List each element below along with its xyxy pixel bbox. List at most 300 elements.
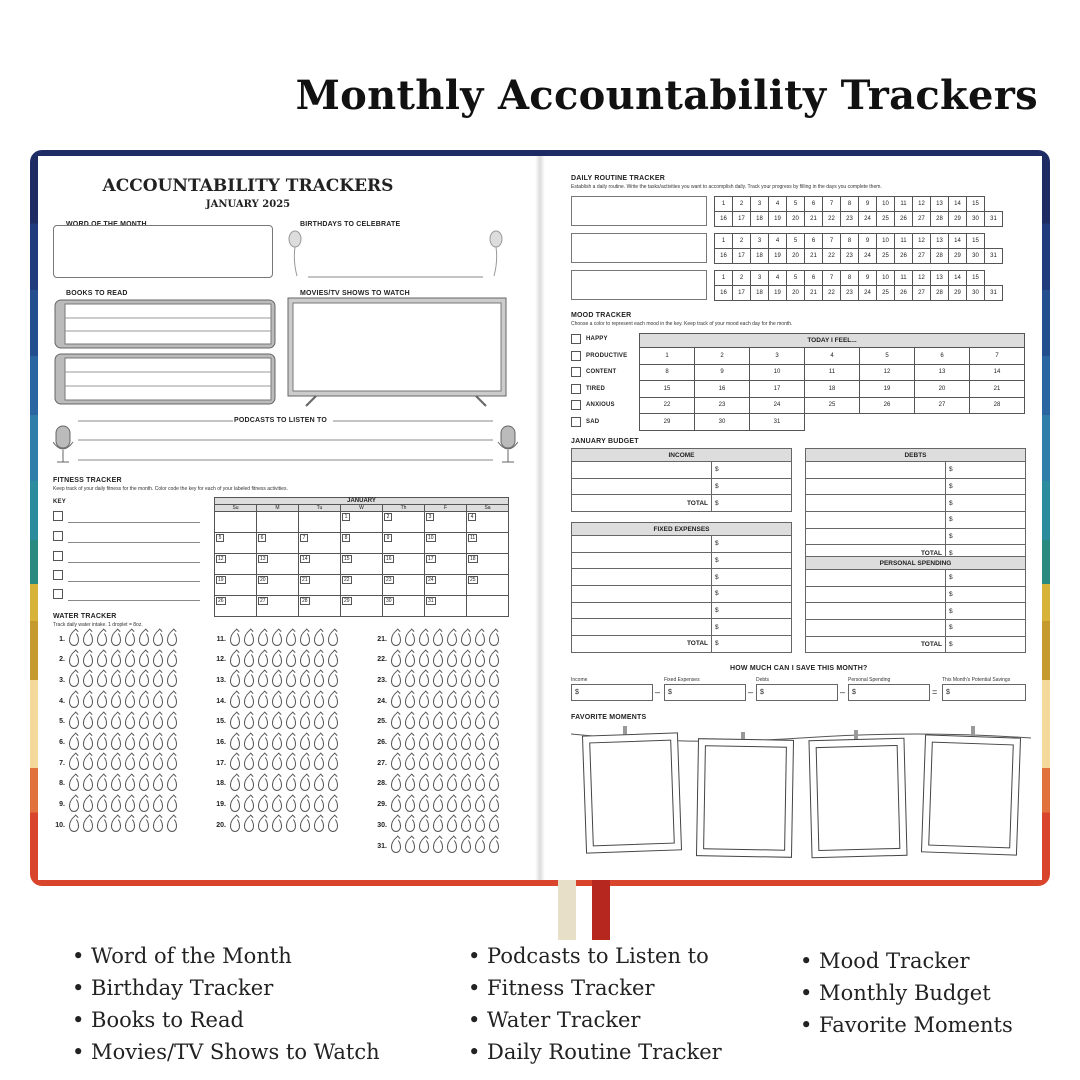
droplet-icon[interactable]: [139, 818, 149, 832]
key-line[interactable]: [68, 542, 200, 543]
routine-day-cell[interactable]: 27: [913, 212, 931, 227]
droplet-icon[interactable]: [433, 756, 443, 770]
routine-day-cell[interactable]: 14: [949, 197, 967, 212]
budget-item-cell[interactable]: [572, 552, 712, 569]
droplet-icon[interactable]: [69, 715, 79, 729]
routine-day-cell[interactable]: 30: [967, 249, 985, 264]
droplet-icon[interactable]: [475, 756, 485, 770]
droplet-icon[interactable]: [300, 715, 310, 729]
droplet-icon[interactable]: [433, 715, 443, 729]
droplet-icon[interactable]: [433, 632, 443, 646]
key-line[interactable]: [68, 522, 200, 523]
droplet-icon[interactable]: [405, 694, 415, 708]
budget-amount-cell[interactable]: $: [946, 462, 1026, 479]
droplet-icon[interactable]: [489, 839, 499, 853]
budget-amount-cell[interactable]: $: [946, 603, 1026, 620]
droplet-icon[interactable]: [447, 777, 457, 791]
routine-day-cell[interactable]: 10: [877, 234, 895, 249]
calendar-cell[interactable]: [215, 554, 257, 575]
routine-task-box[interactable]: [571, 233, 707, 263]
droplet-icon[interactable]: [286, 777, 296, 791]
droplet-icon[interactable]: [153, 673, 163, 687]
droplet-icon[interactable]: [230, 694, 240, 708]
droplet-icon[interactable]: [272, 736, 282, 750]
droplet-icon[interactable]: [300, 673, 310, 687]
droplet-icon[interactable]: [433, 653, 443, 667]
photo-frame[interactable]: [921, 734, 1021, 855]
routine-day-cell[interactable]: 30: [967, 212, 985, 227]
calendar-cell[interactable]: [299, 575, 341, 596]
mood-day-cell[interactable]: 27: [915, 397, 970, 414]
droplet-icon[interactable]: [391, 777, 401, 791]
routine-day-cell[interactable]: 26: [895, 286, 913, 301]
droplet-icon[interactable]: [461, 818, 471, 832]
routine-day-cell[interactable]: 11: [895, 271, 913, 286]
routine-day-cell[interactable]: 21: [805, 212, 823, 227]
droplet-icon[interactable]: [230, 798, 240, 812]
droplet-icon[interactable]: [258, 694, 268, 708]
routine-day-cell[interactable]: 2: [733, 197, 751, 212]
droplet-icon[interactable]: [258, 632, 268, 646]
droplet-icon[interactable]: [300, 736, 310, 750]
routine-day-cell[interactable]: 2: [733, 234, 751, 249]
routine-day-cell[interactable]: 10: [877, 197, 895, 212]
droplet-icon[interactable]: [300, 818, 310, 832]
budget-item-cell[interactable]: [572, 602, 712, 619]
droplet-icon[interactable]: [461, 756, 471, 770]
droplet-icon[interactable]: [69, 736, 79, 750]
routine-day-cell[interactable]: 3: [751, 271, 769, 286]
droplet-icon[interactable]: [258, 736, 268, 750]
droplet-icon[interactable]: [475, 715, 485, 729]
droplet-icon[interactable]: [153, 736, 163, 750]
droplet-icon[interactable]: [97, 736, 107, 750]
routine-day-cell[interactable]: 20: [787, 212, 805, 227]
budget-item-cell[interactable]: [806, 586, 946, 603]
routine-day-cell[interactable]: 25: [877, 249, 895, 264]
droplet-icon[interactable]: [419, 736, 429, 750]
droplet-icon[interactable]: [111, 736, 121, 750]
droplet-icon[interactable]: [405, 632, 415, 646]
budget-amount-cell[interactable]: $: [712, 536, 792, 553]
budget-item-cell[interactable]: [806, 478, 946, 495]
droplet-icon[interactable]: [125, 736, 135, 750]
calendar-cell[interactable]: [257, 596, 299, 617]
droplet-icon[interactable]: [489, 798, 499, 812]
droplet-icon[interactable]: [111, 715, 121, 729]
budget-amount-cell[interactable]: $: [946, 570, 1026, 587]
droplet-icon[interactable]: [125, 818, 135, 832]
mood-day-cell[interactable]: 7: [970, 348, 1025, 365]
routine-day-cell[interactable]: 1: [715, 234, 733, 249]
budget-item-cell[interactable]: TOTAL: [572, 495, 712, 512]
mood-day-cell[interactable]: 15: [640, 381, 695, 398]
routine-day-cell[interactable]: 28: [931, 249, 949, 264]
droplet-icon[interactable]: [419, 632, 429, 646]
routine-day-cell[interactable]: 9: [859, 197, 877, 212]
routine-day-cell[interactable]: 24: [859, 249, 877, 264]
droplet-icon[interactable]: [230, 673, 240, 687]
mood-day-cell[interactable]: 13: [915, 364, 970, 381]
routine-day-cell[interactable]: 31: [985, 212, 1003, 227]
routine-day-cell[interactable]: 19: [769, 249, 787, 264]
budget-item-cell[interactable]: [806, 462, 946, 479]
mood-key-checkbox[interactable]: [571, 384, 581, 394]
mood-day-cell[interactable]: 23: [695, 397, 750, 414]
droplet-icon[interactable]: [69, 673, 79, 687]
calendar-cell[interactable]: [341, 596, 383, 617]
budget-item-cell[interactable]: [572, 536, 712, 553]
droplet-icon[interactable]: [125, 673, 135, 687]
mood-day-cell[interactable]: 21: [970, 381, 1025, 398]
droplet-icon[interactable]: [433, 736, 443, 750]
droplet-icon[interactable]: [230, 777, 240, 791]
budget-item-cell[interactable]: [806, 620, 946, 637]
budget-amount-cell[interactable]: $: [946, 586, 1026, 603]
mood-day-cell[interactable]: 17: [750, 381, 805, 398]
budget-item-cell[interactable]: TOTAL: [806, 636, 946, 653]
budget-amount-cell[interactable]: $: [712, 478, 792, 495]
photo-frame[interactable]: [808, 738, 907, 858]
mood-day-cell[interactable]: 22: [640, 397, 695, 414]
mood-day-cell[interactable]: 16: [695, 381, 750, 398]
droplet-icon[interactable]: [286, 673, 296, 687]
savings-input[interactable]: $: [664, 684, 746, 701]
droplet-icon[interactable]: [244, 736, 254, 750]
budget-item-cell[interactable]: [572, 462, 712, 479]
droplet-icon[interactable]: [244, 818, 254, 832]
droplet-icon[interactable]: [314, 673, 324, 687]
droplet-icon[interactable]: [328, 818, 338, 832]
routine-day-cell[interactable]: 19: [769, 286, 787, 301]
droplet-icon[interactable]: [475, 673, 485, 687]
droplet-icon[interactable]: [328, 632, 338, 646]
routine-day-cell[interactable]: 29: [949, 249, 967, 264]
droplet-icon[interactable]: [300, 777, 310, 791]
droplet-icon[interactable]: [489, 736, 499, 750]
calendar-cell[interactable]: [425, 554, 467, 575]
routine-day-cell[interactable]: 9: [859, 234, 877, 249]
calendar-cell[interactable]: [467, 596, 509, 617]
droplet-icon[interactable]: [167, 715, 177, 729]
calendar-cell[interactable]: [257, 575, 299, 596]
calendar-cell[interactable]: [299, 533, 341, 554]
routine-day-cell[interactable]: 20: [787, 249, 805, 264]
droplet-icon[interactable]: [286, 798, 296, 812]
droplet-icon[interactable]: [139, 777, 149, 791]
budget-amount-cell[interactable]: $: [712, 619, 792, 636]
mood-day-cell[interactable]: 30: [695, 414, 750, 431]
droplet-icon[interactable]: [111, 756, 121, 770]
droplet-icon[interactable]: [97, 756, 107, 770]
droplet-icon[interactable]: [300, 798, 310, 812]
routine-day-cell[interactable]: 31: [985, 249, 1003, 264]
droplet-icon[interactable]: [391, 736, 401, 750]
droplet-icon[interactable]: [286, 756, 296, 770]
droplet-icon[interactable]: [83, 632, 93, 646]
droplet-icon[interactable]: [258, 818, 268, 832]
droplet-icon[interactable]: [244, 653, 254, 667]
droplet-icon[interactable]: [447, 715, 457, 729]
routine-day-cell[interactable]: 27: [913, 249, 931, 264]
droplet-icon[interactable]: [314, 632, 324, 646]
droplet-icon[interactable]: [328, 756, 338, 770]
mood-day-cell[interactable]: 25: [805, 397, 860, 414]
droplet-icon[interactable]: [300, 632, 310, 646]
routine-day-cell[interactable]: 10: [877, 271, 895, 286]
droplet-icon[interactable]: [419, 673, 429, 687]
savings-input[interactable]: $: [571, 684, 653, 701]
routine-day-cell[interactable]: 2: [733, 271, 751, 286]
droplet-icon[interactable]: [286, 694, 296, 708]
droplet-icon[interactable]: [111, 777, 121, 791]
droplet-icon[interactable]: [69, 632, 79, 646]
calendar-cell[interactable]: [215, 596, 257, 617]
key-checkbox[interactable]: [53, 511, 63, 521]
budget-amount-cell[interactable]: $: [946, 528, 1026, 545]
routine-day-cell[interactable]: 23: [841, 212, 859, 227]
routine-day-cell[interactable]: 18: [751, 249, 769, 264]
droplet-icon[interactable]: [475, 632, 485, 646]
routine-day-cell[interactable]: 21: [805, 249, 823, 264]
routine-day-cell[interactable]: 14: [949, 271, 967, 286]
mood-day-cell[interactable]: 24: [750, 397, 805, 414]
calendar-cell[interactable]: [383, 596, 425, 617]
droplet-icon[interactable]: [314, 756, 324, 770]
droplet-icon[interactable]: [405, 839, 415, 853]
calendar-cell[interactable]: [467, 533, 509, 554]
droplet-icon[interactable]: [125, 632, 135, 646]
routine-day-cell[interactable]: 16: [715, 286, 733, 301]
budget-amount-cell[interactable]: $: [946, 478, 1026, 495]
droplet-icon[interactable]: [433, 798, 443, 812]
droplet-icon[interactable]: [461, 777, 471, 791]
routine-day-cell[interactable]: 16: [715, 212, 733, 227]
droplet-icon[interactable]: [258, 756, 268, 770]
savings-input[interactable]: $: [942, 684, 1026, 701]
droplet-icon[interactable]: [139, 736, 149, 750]
routine-day-cell[interactable]: 15: [967, 234, 985, 249]
droplet-icon[interactable]: [244, 715, 254, 729]
droplet-icon[interactable]: [419, 777, 429, 791]
droplet-icon[interactable]: [153, 715, 163, 729]
droplet-icon[interactable]: [286, 632, 296, 646]
droplet-icon[interactable]: [391, 653, 401, 667]
droplet-icon[interactable]: [97, 715, 107, 729]
droplet-icon[interactable]: [419, 653, 429, 667]
droplet-icon[interactable]: [167, 632, 177, 646]
droplet-icon[interactable]: [447, 818, 457, 832]
routine-day-cell[interactable]: 8: [841, 234, 859, 249]
mood-day-cell[interactable]: 8: [640, 364, 695, 381]
droplet-icon[interactable]: [447, 756, 457, 770]
budget-amount-cell[interactable]: $: [712, 552, 792, 569]
droplet-icon[interactable]: [83, 653, 93, 667]
routine-day-cell[interactable]: 4: [769, 234, 787, 249]
droplet-icon[interactable]: [391, 694, 401, 708]
calendar-cell[interactable]: [341, 554, 383, 575]
droplet-icon[interactable]: [475, 736, 485, 750]
droplet-icon[interactable]: [419, 715, 429, 729]
droplet-icon[interactable]: [461, 694, 471, 708]
routine-day-cell[interactable]: 6: [805, 197, 823, 212]
droplet-icon[interactable]: [272, 715, 282, 729]
routine-day-cell[interactable]: 3: [751, 234, 769, 249]
droplet-icon[interactable]: [153, 777, 163, 791]
droplet-icon[interactable]: [489, 673, 499, 687]
mood-day-cell[interactable]: 4: [805, 348, 860, 365]
droplet-icon[interactable]: [139, 715, 149, 729]
droplet-icon[interactable]: [489, 777, 499, 791]
budget-amount-cell[interactable]: $: [712, 636, 792, 653]
droplet-icon[interactable]: [447, 694, 457, 708]
droplet-icon[interactable]: [391, 632, 401, 646]
routine-day-cell[interactable]: 17: [733, 212, 751, 227]
droplet-icon[interactable]: [83, 798, 93, 812]
routine-day-cell[interactable]: 15: [967, 271, 985, 286]
routine-day-cell[interactable]: 12: [913, 234, 931, 249]
droplet-icon[interactable]: [69, 653, 79, 667]
droplet-icon[interactable]: [139, 653, 149, 667]
calendar-cell[interactable]: [467, 554, 509, 575]
droplet-icon[interactable]: [97, 818, 107, 832]
droplet-icon[interactable]: [83, 756, 93, 770]
droplet-icon[interactable]: [489, 818, 499, 832]
routine-day-cell[interactable]: 18: [751, 212, 769, 227]
routine-day-cell[interactable]: 13: [931, 197, 949, 212]
droplet-icon[interactable]: [314, 694, 324, 708]
droplet-icon[interactable]: [405, 756, 415, 770]
routine-day-cell[interactable]: 21: [805, 286, 823, 301]
droplet-icon[interactable]: [489, 653, 499, 667]
droplet-icon[interactable]: [83, 777, 93, 791]
routine-day-cell[interactable]: 4: [769, 271, 787, 286]
calendar-cell[interactable]: [257, 554, 299, 575]
routine-day-cell[interactable]: 13: [931, 234, 949, 249]
routine-day-cell[interactable]: 8: [841, 197, 859, 212]
droplet-icon[interactable]: [167, 653, 177, 667]
routine-day-cell[interactable]: 12: [913, 271, 931, 286]
droplet-icon[interactable]: [475, 839, 485, 853]
droplet-icon[interactable]: [405, 798, 415, 812]
droplet-icon[interactable]: [83, 673, 93, 687]
routine-day-cell[interactable]: 5: [787, 234, 805, 249]
mood-day-cell[interactable]: 1: [640, 348, 695, 365]
droplet-icon[interactable]: [272, 756, 282, 770]
droplet-icon[interactable]: [286, 653, 296, 667]
mood-key-checkbox[interactable]: [571, 351, 581, 361]
droplet-icon[interactable]: [461, 673, 471, 687]
budget-amount-cell[interactable]: $: [946, 495, 1026, 512]
droplet-icon[interactable]: [258, 653, 268, 667]
droplet-icon[interactable]: [314, 777, 324, 791]
droplet-icon[interactable]: [405, 736, 415, 750]
droplet-icon[interactable]: [314, 798, 324, 812]
droplet-icon[interactable]: [153, 798, 163, 812]
mood-day-cell[interactable]: 19: [860, 381, 915, 398]
droplet-icon[interactable]: [489, 632, 499, 646]
droplet-icon[interactable]: [153, 756, 163, 770]
budget-amount-cell[interactable]: $: [712, 569, 792, 586]
mood-day-cell[interactable]: 10: [750, 364, 805, 381]
budget-amount-cell[interactable]: $: [946, 620, 1026, 637]
savings-input[interactable]: $: [756, 684, 838, 701]
droplet-icon[interactable]: [461, 798, 471, 812]
droplet-icon[interactable]: [272, 818, 282, 832]
droplet-icon[interactable]: [391, 715, 401, 729]
mood-day-cell[interactable]: 29: [640, 414, 695, 431]
calendar-cell[interactable]: [257, 512, 299, 533]
droplet-icon[interactable]: [489, 694, 499, 708]
droplet-icon[interactable]: [69, 777, 79, 791]
routine-task-box[interactable]: [571, 270, 707, 300]
mood-day-cell[interactable]: 14: [970, 364, 1025, 381]
routine-day-cell[interactable]: 16: [715, 249, 733, 264]
mood-day-cell[interactable]: 20: [915, 381, 970, 398]
droplet-icon[interactable]: [391, 818, 401, 832]
droplet-icon[interactable]: [286, 715, 296, 729]
droplet-icon[interactable]: [447, 839, 457, 853]
routine-day-cell[interactable]: 3: [751, 197, 769, 212]
routine-day-cell[interactable]: 23: [841, 249, 859, 264]
droplet-icon[interactable]: [391, 756, 401, 770]
calendar-cell[interactable]: [341, 575, 383, 596]
droplet-icon[interactable]: [405, 653, 415, 667]
droplet-icon[interactable]: [328, 715, 338, 729]
droplet-icon[interactable]: [328, 653, 338, 667]
droplet-icon[interactable]: [258, 777, 268, 791]
droplet-icon[interactable]: [489, 756, 499, 770]
droplet-icon[interactable]: [447, 736, 457, 750]
droplet-icon[interactable]: [97, 673, 107, 687]
droplet-icon[interactable]: [328, 798, 338, 812]
droplet-icon[interactable]: [461, 715, 471, 729]
mood-day-cell[interactable]: 28: [970, 397, 1025, 414]
droplet-icon[interactable]: [83, 818, 93, 832]
droplet-icon[interactable]: [272, 694, 282, 708]
mood-day-cell[interactable]: 11: [805, 364, 860, 381]
routine-day-cell[interactable]: 25: [877, 286, 895, 301]
routine-day-cell[interactable]: 18: [751, 286, 769, 301]
mood-key-checkbox[interactable]: [571, 417, 581, 427]
routine-day-cell[interactable]: 22: [823, 249, 841, 264]
droplet-icon[interactable]: [328, 736, 338, 750]
droplet-icon[interactable]: [139, 673, 149, 687]
droplet-icon[interactable]: [272, 798, 282, 812]
routine-day-cell[interactable]: 24: [859, 286, 877, 301]
droplet-icon[interactable]: [461, 736, 471, 750]
routine-day-cell[interactable]: 28: [931, 212, 949, 227]
word-of-month-box[interactable]: [53, 225, 273, 278]
droplet-icon[interactable]: [97, 777, 107, 791]
droplet-icon[interactable]: [328, 694, 338, 708]
droplet-icon[interactable]: [391, 798, 401, 812]
droplet-icon[interactable]: [272, 632, 282, 646]
budget-item-cell[interactable]: [806, 528, 946, 545]
mood-day-cell[interactable]: 12: [860, 364, 915, 381]
droplet-icon[interactable]: [447, 632, 457, 646]
droplet-icon[interactable]: [244, 694, 254, 708]
droplet-icon[interactable]: [328, 777, 338, 791]
budget-item-cell[interactable]: [572, 569, 712, 586]
droplet-icon[interactable]: [139, 632, 149, 646]
routine-day-cell[interactable]: 30: [967, 286, 985, 301]
routine-day-cell[interactable]: 27: [913, 286, 931, 301]
droplet-icon[interactable]: [447, 653, 457, 667]
droplet-icon[interactable]: [153, 818, 163, 832]
droplet-icon[interactable]: [167, 694, 177, 708]
droplet-icon[interactable]: [167, 736, 177, 750]
